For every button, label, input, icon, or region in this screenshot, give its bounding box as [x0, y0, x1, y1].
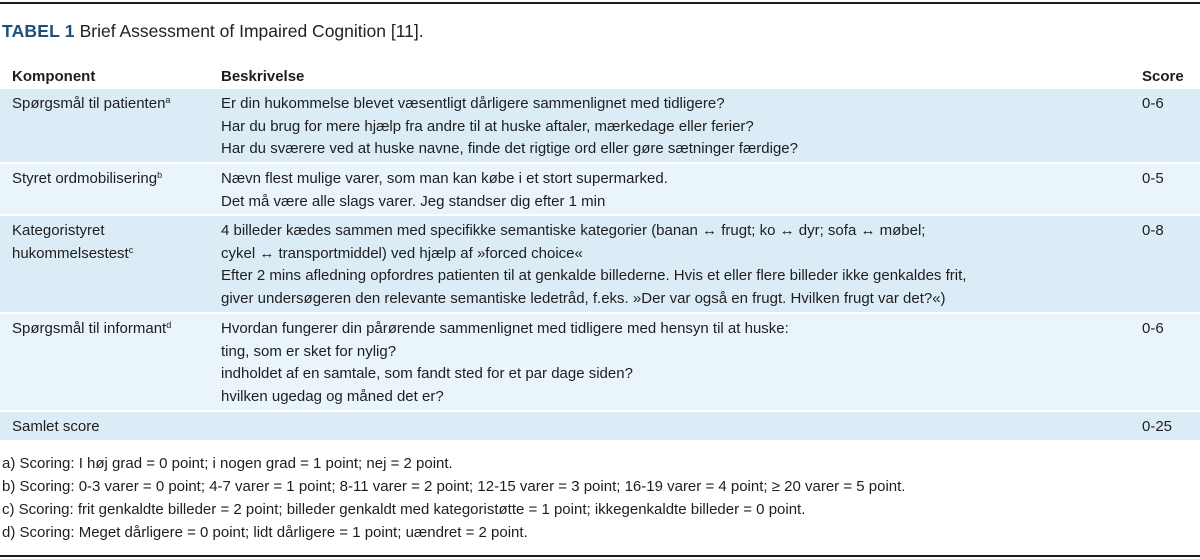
footnote-b: b) Scoring: 0-3 varer = 0 point; 4-7 varer = 1 point; 8-11 varer = 2 point; 12-15 varer = 3 point; 16-19 varer = 4 point; ≥ 20 varer = 5 point. — [2, 478, 906, 495]
table-title — [2, 19, 424, 43]
footnote-d: d) Scoring: Meget dårligere = 0 point; lidt dårligere = 1 point; uændret = 2 point. — [2, 524, 528, 541]
row-beskrivelse: Hvordan fungerer din pårørende sammenlignet med tidligere med hensyn til at huske: ting, som er sket for nylig? indholdet af en samtale, som fandt sted for et par dage siden? hvilken ugedag og måned det er? — [221, 320, 789, 405]
row-komponent: Samlet score — [12, 418, 100, 435]
row-komponent: Kategoristyret hukommelsestest$^c$ — [12, 222, 134, 262]
table-header — [0, 64, 1200, 88]
row-komponent: Spørgsmål til patienten$^a$ — [12, 95, 171, 112]
row-beskrivelse: Er din hukommelse blevet væsentligt dårligere sammenlignet med tidligere? Har du brug for mere hjælp fra andre til at huske aftaler, mærkedage eller ferier? Har du sværere ved at huske navne, finde det rigtige ord eller gøre sætninger færdige? — [221, 95, 798, 157]
table-caption: Brief Assessment of Impaired Cognition [11]. — [79, 21, 424, 41]
table-row — [0, 164, 1200, 216]
footnote-a: a) Scoring: I høj grad = 0 point; i nogen grad = 1 point; nej = 2 point. — [2, 455, 453, 472]
row-komponent: Styret ordmobilisering$^b$ — [12, 170, 163, 187]
table-body — [0, 89, 1200, 442]
row-komponent: Spørgsmål til informant$^d$ — [12, 320, 172, 337]
header-score: Score — [1142, 68, 1184, 85]
row-beskrivelse: Nævn flest mulige varer, som man kan købe i et stort supermarked. Det må være alle slags varer. Jeg standser dig efter 1 min — [221, 170, 668, 210]
header-komponent: Komponent — [12, 68, 96, 85]
table-row-total — [0, 412, 1200, 442]
row-score: 0-6 — [1142, 95, 1164, 112]
top-rule — [0, 2, 1200, 4]
table-number: TABEL 1 — [2, 21, 75, 41]
row-beskrivelse: 4 billeder kædes sammen med specifikke semantiske kategorier (banan ↔ frugt; ko ↔ dyr; sofa ↔ møbel; cykel ↔ transportmiddel) ved hjælp af »forced choice« Efter 2 mins afledning opfordres patienten til at genkalde billederne. Hvis et eller flere billeder ikke genkaldes frit, giver undersøgeren den relevante semantiske ledetråd, f.eks. »Der var også en frugt. Hvilken frugt var det?«) — [221, 222, 967, 307]
header-beskrivelse: Beskrivelse — [221, 68, 305, 85]
footnote-c: c) Scoring: frit genkaldte billeder = 2 point; billeder genkaldt med kategoristøtte = 1 point; ikkegenkaldte billeder = 0 point. — [2, 501, 806, 518]
table-row — [0, 216, 1200, 314]
table-row — [0, 89, 1200, 164]
row-score: 0-8 — [1142, 222, 1164, 239]
table-row — [0, 314, 1200, 412]
bottom-rule — [0, 555, 1200, 557]
row-score: 0-5 — [1142, 170, 1164, 187]
row-score: 0-6 — [1142, 320, 1164, 337]
footnotes — [2, 452, 905, 544]
row-score: 0-25 — [1142, 418, 1173, 435]
